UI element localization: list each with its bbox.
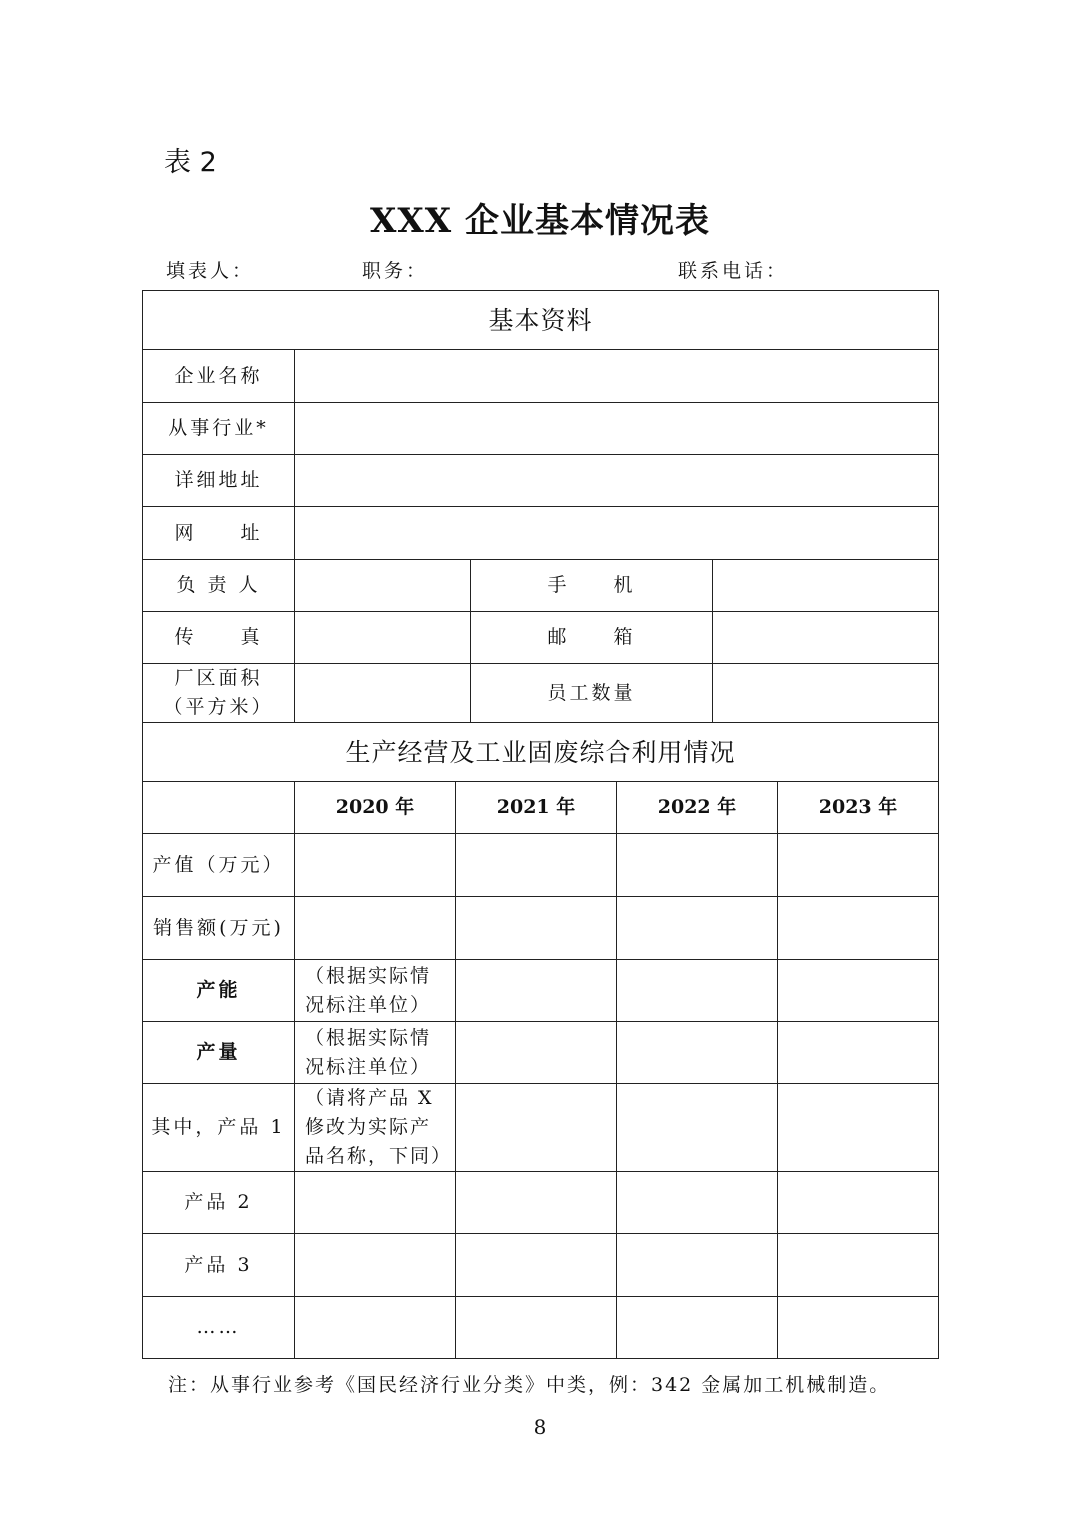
product3-2022[interactable] — [617, 1234, 778, 1297]
mobile-label: 手 机 — [471, 560, 713, 612]
table-label: 表 2 — [164, 147, 217, 178]
capacity-2022[interactable] — [617, 960, 778, 1022]
year-2021-header: 2021 年 — [456, 782, 617, 834]
plant-area-label-line1: 厂区面积 — [174, 667, 263, 689]
address-label: 详细地址 — [143, 455, 295, 507]
plant-area-label-line2: （平方米） — [163, 696, 274, 718]
product2-2022[interactable] — [617, 1172, 778, 1234]
employees-field[interactable] — [713, 664, 939, 723]
company-name-field[interactable] — [295, 350, 939, 403]
output-value-label: 产值（万元） — [143, 834, 295, 897]
product2-2020[interactable] — [295, 1172, 456, 1234]
sales-2021[interactable] — [456, 897, 617, 960]
email-field[interactable] — [713, 612, 939, 664]
table-row — [143, 897, 939, 960]
output-value-2021[interactable] — [456, 834, 617, 897]
table-row — [143, 403, 939, 455]
plant-area-field[interactable] — [295, 664, 471, 723]
table-row — [143, 1297, 939, 1359]
production-2022[interactable] — [617, 1022, 778, 1084]
company-info-table — [142, 290, 939, 1359]
year-2023-header: 2023 年 — [778, 782, 939, 834]
product1-2020[interactable] — [295, 1084, 456, 1172]
table-row — [143, 455, 939, 507]
person-in-charge-field[interactable] — [295, 560, 471, 612]
product3-label: 产品 3 — [143, 1234, 295, 1297]
sales-2022[interactable] — [617, 897, 778, 960]
table-row — [143, 664, 939, 723]
phone-label: 联系电话： — [678, 260, 789, 282]
website-field[interactable] — [295, 507, 939, 560]
sales-label: 销售额(万元) — [143, 897, 295, 960]
ellipsis-label: …… — [143, 1297, 295, 1359]
product2-2021[interactable] — [456, 1172, 617, 1234]
employees-label: 员工数量 — [471, 664, 713, 723]
table-row — [143, 1084, 939, 1172]
production-2021[interactable] — [456, 1022, 617, 1084]
year-header-row — [143, 782, 939, 834]
product1-2023[interactable] — [778, 1084, 939, 1172]
email-label: 邮 箱 — [471, 612, 713, 664]
capacity-2020[interactable] — [295, 960, 456, 1022]
year-2022-header: 2022 年 — [617, 782, 778, 834]
product1-note-line3: 品名称，下同） — [305, 1145, 453, 1167]
production-label: 产量 — [143, 1022, 295, 1084]
ellipsis-2021[interactable] — [456, 1297, 617, 1359]
table-row — [143, 612, 939, 664]
table-row — [143, 960, 939, 1022]
product3-2020[interactable] — [295, 1234, 456, 1297]
table-row — [143, 1172, 939, 1234]
section-production-heading: 生产经营及工业固废综合利用情况 — [143, 723, 939, 782]
filler-label: 填表人： — [166, 260, 255, 282]
footnote: 注：从事行业参考《国民经济行业分类》中类，例：342 金属加工机械制造。 — [168, 1374, 891, 1396]
product3-2021[interactable] — [456, 1234, 617, 1297]
product1-2021[interactable] — [456, 1084, 617, 1172]
year-header-blank — [143, 782, 295, 834]
output-value-2020[interactable] — [295, 834, 456, 897]
product2-label: 产品 2 — [143, 1172, 295, 1234]
position-label: 职务： — [362, 260, 429, 282]
sales-2020[interactable] — [295, 897, 456, 960]
website-label: 网 址 — [143, 507, 295, 560]
output-value-2023[interactable] — [778, 834, 939, 897]
fax-label: 传 真 — [143, 612, 295, 664]
product1-2022[interactable] — [617, 1084, 778, 1172]
capacity-2023[interactable] — [778, 960, 939, 1022]
table-row — [143, 834, 939, 897]
product1-note-line1: （请将产品 X — [305, 1087, 434, 1109]
section-production-row — [143, 723, 939, 782]
production-note-line2: 况标注单位） — [305, 1055, 432, 1078]
capacity-note-line1: （根据实际情 — [305, 964, 432, 987]
table-row — [143, 560, 939, 612]
product1-label: 其中，产品 1 — [143, 1084, 295, 1172]
mobile-field[interactable] — [713, 560, 939, 612]
table-row — [143, 350, 939, 403]
section-basic-heading: 基本资料 — [143, 291, 939, 350]
production-2023[interactable] — [778, 1022, 939, 1084]
industry-field[interactable] — [295, 403, 939, 455]
product2-2023[interactable] — [778, 1172, 939, 1234]
output-value-2022[interactable] — [617, 834, 778, 897]
capacity-2021[interactable] — [456, 960, 617, 1022]
table-row — [143, 1234, 939, 1297]
plant-area-label — [143, 664, 295, 723]
capacity-label: 产能 — [143, 960, 295, 1022]
ellipsis-2022[interactable] — [617, 1297, 778, 1359]
capacity-note-line2: 况标注单位） — [305, 993, 432, 1016]
fax-field[interactable] — [295, 612, 471, 664]
person-in-charge-label: 负 责 人 — [143, 560, 295, 612]
year-2020-header: 2020 年 — [295, 782, 456, 834]
page-title: XXX 企业基本情况表 — [370, 201, 710, 241]
industry-label: 从事行业* — [143, 403, 295, 455]
product1-note-line2: 修改为实际产 — [305, 1116, 432, 1138]
production-2020[interactable] — [295, 1022, 456, 1084]
sales-2023[interactable] — [778, 897, 939, 960]
product3-2023[interactable] — [778, 1234, 939, 1297]
ellipsis-2020[interactable] — [295, 1297, 456, 1359]
page-number: 8 — [533, 1415, 547, 1439]
production-note-line1: （根据实际情 — [305, 1026, 432, 1049]
company-name-label: 企业名称 — [143, 350, 295, 403]
ellipsis-2023[interactable] — [778, 1297, 939, 1359]
table-row — [143, 507, 939, 560]
address-field[interactable] — [295, 455, 939, 507]
table-row — [143, 1022, 939, 1084]
section-basic-row — [143, 291, 939, 350]
